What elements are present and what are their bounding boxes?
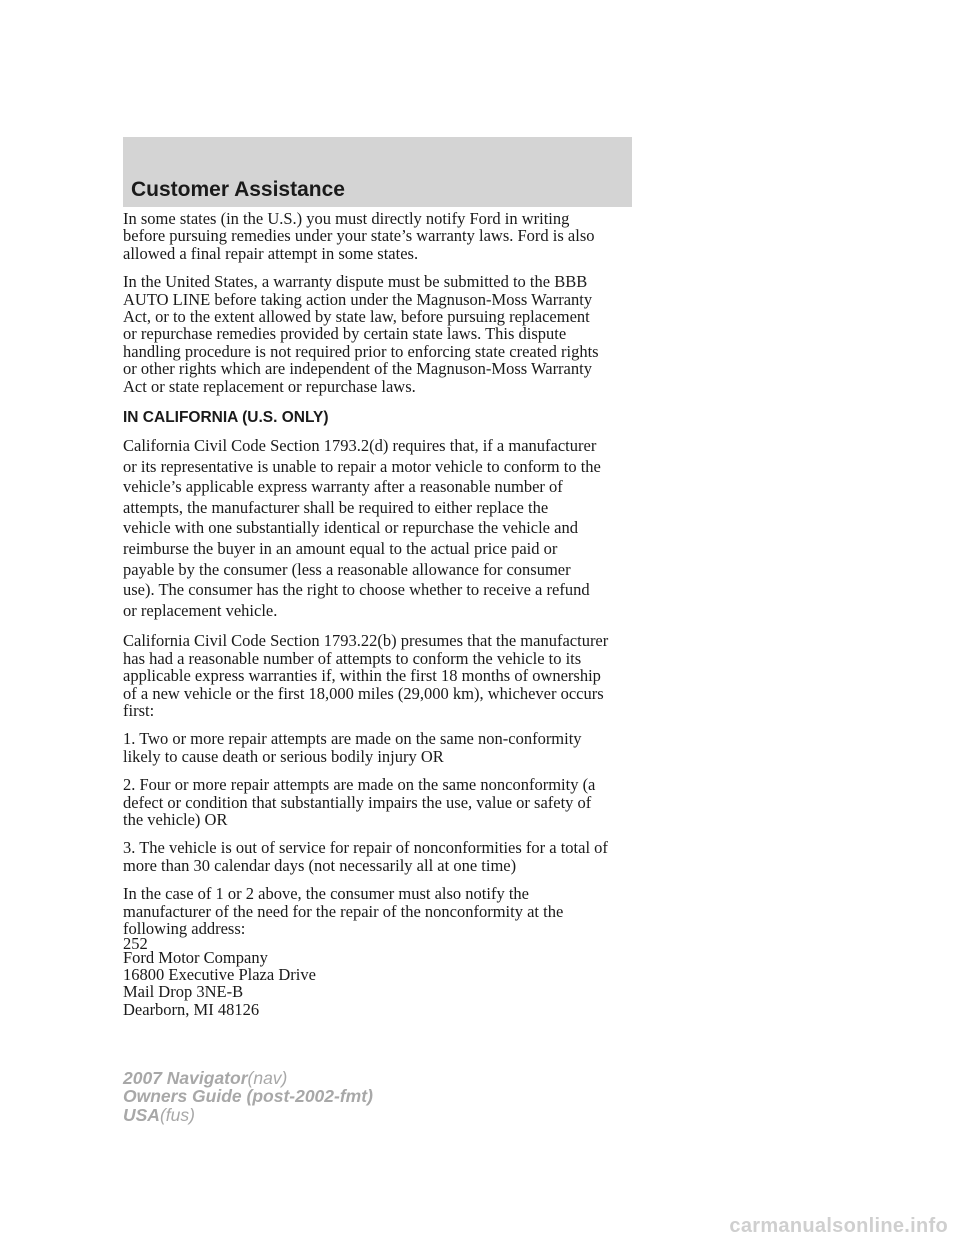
list-item-1: 1. Two or more repair attempts are made on the same non-conformity likely to cause death or serious bodily injury OR — [123, 729, 582, 766]
section-title: Customer Assistance — [131, 178, 345, 201]
paragraph-civil-code-1793-2: California Civil Code Section 1793.2(d) requires that, if a manufacturer or its representative is unable to repair a motor vehicle to conform to the vehicle’s applicable express warranty after a reasonable number of attempts, the manufacturer shall be required to either replace the vehicle with one substantially identical or repurchase the vehicle and reimburse the buyer in an amount equal to the actual price paid or payable by the consumer (less a reasonable allowance for consumer use). The consumer has the right to choose whether to receive a refund or replacement vehicle. — [123, 436, 601, 620]
document-footer — [123, 1069, 373, 1124]
page-number: 252 — [123, 934, 148, 953]
paragraph-notify-ford: In some states (in the U.S.) you must directly notify Ford in writing before pursuing remedies under your state’s warranty laws. Ford is also allowed a final repair attempt in some states. — [123, 209, 595, 263]
list-item-3: 3. The vehicle is out of service for repair of nonconformities for a total of more than 30 calendar days (not necessarily all at one time) — [123, 838, 608, 875]
paragraph-warranty-dispute: In the United States, a warranty dispute must be submitted to the BBB AUTO LINE before taking action under the Magnuson-Moss Warranty Act, or to the extent allowed by state law, before pursuing replacement or repurchase remedies provided by certain state laws. This dispute handling procedure is not required prior to enforcing state created rights or other rights which are independent of the Magnuson-Moss Warranty Act or state replacement or repurchase laws. — [123, 272, 599, 396]
heading-california: IN CALIFORNIA (U.S. ONLY) — [123, 409, 329, 427]
footer-model-code: (nav) — [247, 1068, 288, 1088]
footer-model: 2007 Navigator — [123, 1068, 248, 1088]
page-content — [123, 210, 643, 1029]
footer-market-code: (fus) — [159, 1104, 195, 1125]
mailing-address: Ford Motor Company 16800 Executive Plaza Drive Mail Drop 3NE-B Dearborn, MI 48126 — [123, 947, 316, 1019]
footer-line-2: Owners Guide (post-2002-fmt) — [123, 1086, 373, 1107]
list-item-2: 2. Four or more repair attempts are made on the same nonconformity (a defect or condition that substantially impairs the use, value or safety of the vehicle) OR — [123, 775, 596, 830]
site-watermark: carmanualsonline.info — [729, 1215, 948, 1237]
paragraph-civil-code-1793-22: California Civil Code Section 1793.22(b) presumes that the manufacturer has had a reasonable number of attempts to conform the vehicle to its applicable express warranties if, within the first 18 months of ownership of a new vehicle or the first 18,000 miles (29,000 km), whichever occurs first: — [123, 631, 609, 721]
paragraph-notify-manufacturer: In the case of 1 or 2 above, the consumer must also notify the manufacturer of the need for the repair of the nonconformity at the following address: — [123, 884, 564, 939]
footer-line-1 — [123, 1069, 373, 1087]
footer-line-3 — [123, 1106, 373, 1124]
footer-market: USA — [123, 1104, 160, 1125]
